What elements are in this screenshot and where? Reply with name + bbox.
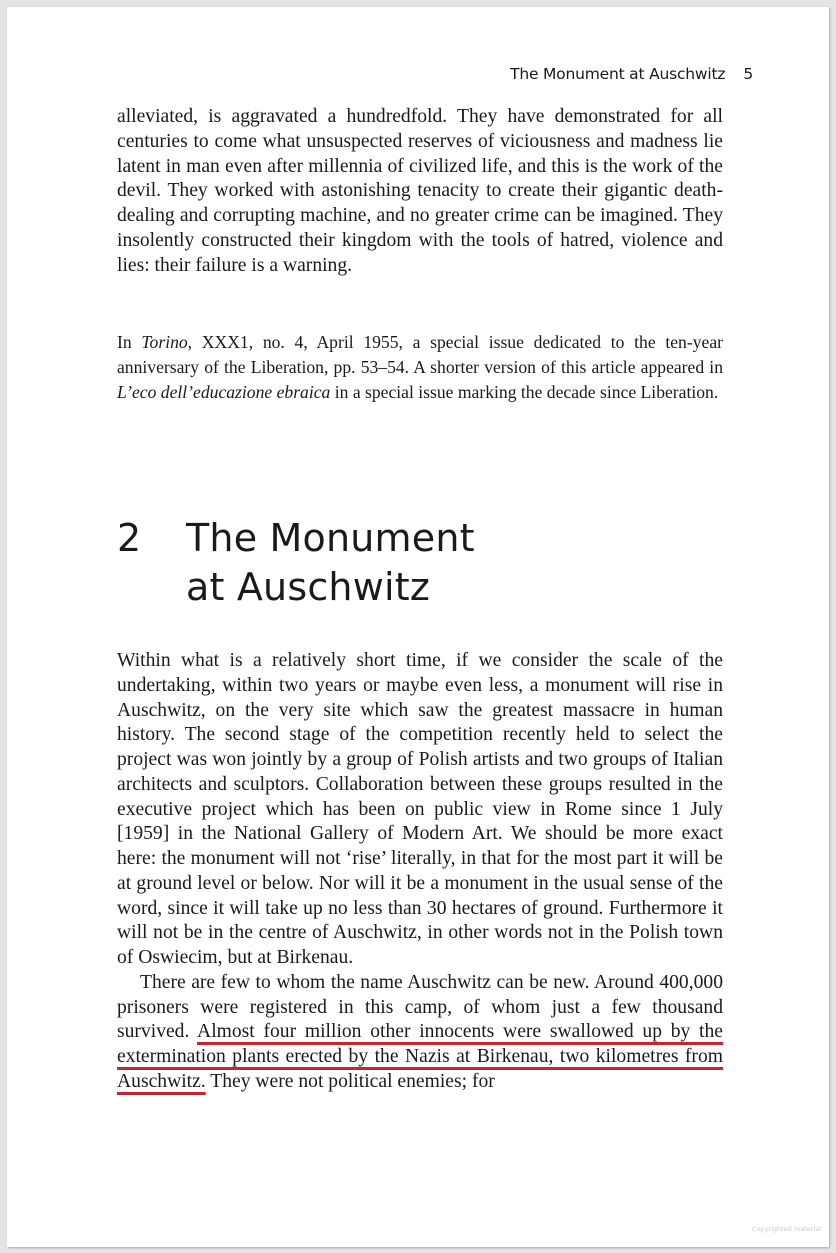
copyright-watermark: Copyrighted material [751,1225,821,1233]
chapter-body [117,649,723,1095]
chapter-title-line-1: The Monument [186,516,475,560]
running-title: The Monument at Auschwitz [510,65,726,83]
journal-title-torino: Torino [141,332,188,352]
closing-paragraph: alleviated, is aggravated a hundredfold. They have demonstrated for all centuries to come what unsuspected reserves of viciousness and madness lie latent in man even after millennia of civilized life, and this is the work of the devil. They worked with astonishing tenacity to create their gigantic death-dealing and corrupting machine, and no greater crime can be imagined. They insolently constructed their kingdom with the tools of hatred, violence and lies: their failure is a warning. [117,106,723,276]
chapter-number: 2 [117,516,142,560]
source-note [117,330,723,404]
journal-title-eco: L’eco dell’educazione ebraica [117,381,331,402]
source-note-text [117,330,723,404]
page-number: 5 [743,65,753,83]
body-paragraph-2 [117,971,723,1095]
paragraph-2-tail: They were not political enemies; for [205,1070,495,1092]
body-paragraph-1: Within what is a relatively short time, if we consider the scale of the undertaking, within two years or maybe even less, a monument will rise in Auschwitz, on the very site which saw the greatest massacre in human history. The second stage of the competition recently held to select the project was won jointly by a group of Polish artists and two groups of Italian architects and sculptors. Collaboration between these groups resulted in the executive project which has been on public view in Rome since 1 July [1959] in the National Gallery of Modern Art. We should be more exact here: the monument will not ‘rise’ literally, in that for the most part it will be at ground level or below. Nor will it be a monument in the usual sense of the word, since it will take up no less than 30 hectares of ground. Furthermore it will not be in the centre of Auschwitz, in other words not in the Polish town of Oswiecim, but at Birkenau. [117,650,723,968]
chapter-title-line-2: at Auschwitz [186,565,431,609]
running-header [510,65,753,83]
note-text-3: in a special issue marking the decade since Liberation. [330,381,719,402]
previous-chapter-ending [117,105,723,278]
note-text-2: , XXX1, no. 4, April 1955, a special issue dedicated to the ten-year anniversary of the Liberation, pp. 53–54. A shorter version of this article appeared in [117,332,723,377]
book-page [7,7,829,1247]
highlighted-passage[interactable]: Almost four million other innocents were swallowed up by the extermination plants erected by the Nazis at Birkenau, two kilometres from Auschwitz. [117,1021,723,1092]
chapter-title [186,514,475,612]
paragraph-2-lead: There are few to whom the name Auschwitz can be new. Around 400,000 prisoners were registered in this camp, of whom just a few thousand survived. [117,971,723,1043]
note-text-1: In [117,332,142,352]
